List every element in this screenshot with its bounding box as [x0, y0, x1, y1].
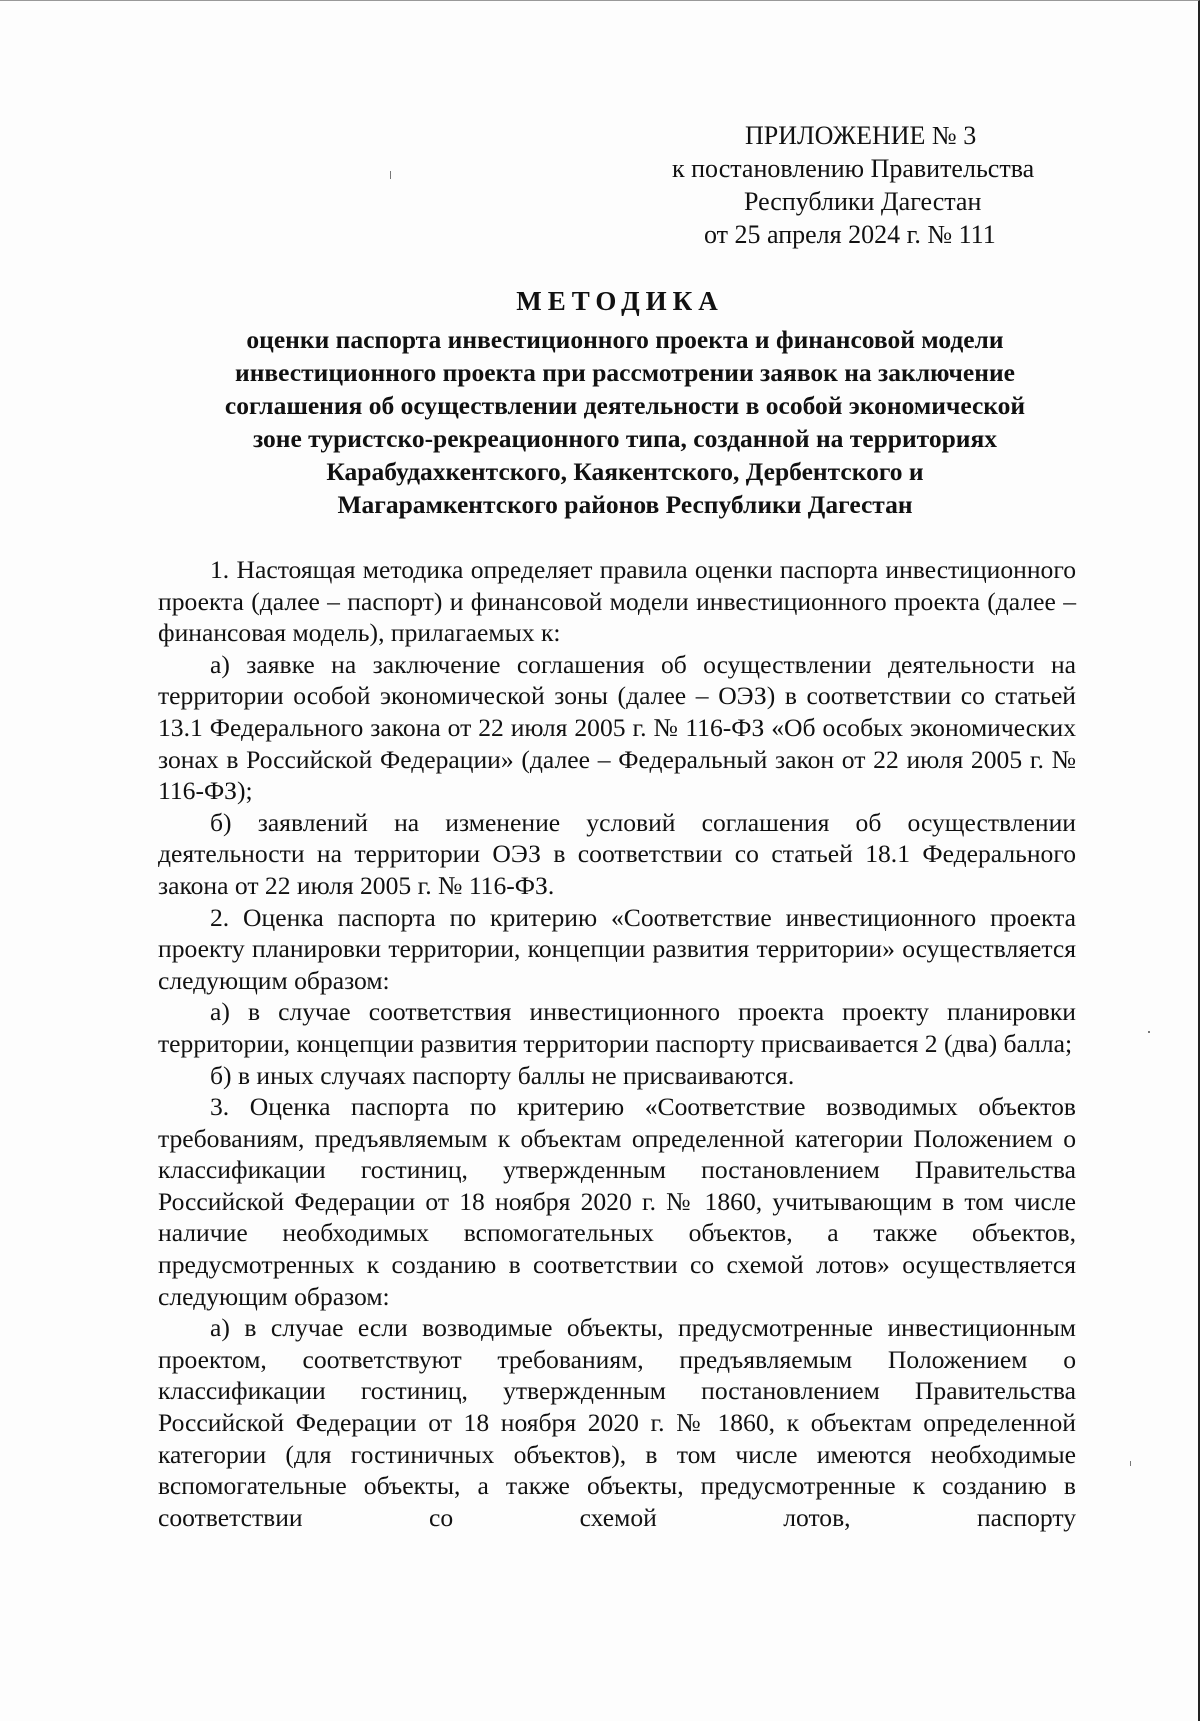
subtitle-line: соглашения об осуществлении деятельности в особой экономической	[224, 391, 1026, 420]
attachment-resolution-line: к постановлению Правительства	[672, 154, 1035, 183]
document-title: МЕТОДИКА	[516, 286, 724, 316]
document-subtitle	[150, 323, 1100, 521]
paragraph-2: 2. Оценка паспорта по критерию «Соответствие инвестиционного проекта проекту планировки территории, концепции развития территории» осуществляется следующим образом:	[158, 902, 1076, 995]
scan-speck	[390, 171, 391, 179]
attachment-region-line: Республики Дагестан	[744, 187, 982, 216]
scan-speck	[1148, 1031, 1150, 1033]
scan-speck	[1130, 1461, 1131, 1466]
paragraph-2a: а) в случае соответствия инвестиционного проекта проекту планировки территории, концепции развития территории паспорту присваивается 2 (два) балла;	[158, 997, 1076, 1058]
subtitle-line: инвестиционного проекта при рассмотрении заявок на заключение	[235, 358, 1015, 387]
document-body	[158, 554, 1076, 1533]
subtitle-line: Магарамкентского районов Республики Дагестан	[337, 490, 913, 519]
attachment-date-line: от 25 апреля 2024 г. № 111	[704, 220, 996, 249]
subtitle-line: оценки паспорта инвестиционного проекта и финансовой модели	[246, 325, 1004, 354]
attachment-title: ПРИЛОЖЕНИЕ № 3	[745, 121, 977, 150]
subtitle-line: Карабудахкентского, Каякентского, Дербентского и	[326, 457, 924, 486]
subtitle-line: зоне туристско-рекреационного типа, созданной на территориях	[252, 424, 998, 453]
paragraph-1: 1. Настоящая методика определяет правила оценки паспорта инвестиционного проекта (далее – паспорт) и финансовой модели инвестиционного проекта (далее – финансовая модель), прилагаемых к:	[158, 555, 1076, 648]
paragraph-3a: а) в случае если возводимые объекты, предусмотренные инвестиционным проектом, соответствуют требованиям, предъявляемым Положением о классификации гостиниц, утвержденным постановлением Правительства Российской Федерации от 18 ноября 2020 г. № 1860, к объектам определенной категории (для гостиничных объектов), в том числе имеются необходимые вспомогательные объекты, а также объекты, предусмотренные к созданию в соответствии со схемой лотов, паспорту	[158, 1313, 1076, 1532]
paragraph-1a: а) заявке на заключение соглашения об осуществлении деятельности на территории особой экономической зоны (далее – ОЭЗ) в соответствии со статьей 13.1 Федерального закона от 22 июля 2005 г. № 116-ФЗ «Об особых экономических зонах в Российской Федерации» (далее – Федеральный закон от 22 июля 2005 г. № 116-ФЗ);	[158, 649, 1076, 806]
attachment-header	[660, 119, 1100, 251]
paragraph-3: 3. Оценка паспорта по критерию «Соответствие возводимых объектов требованиям, предъявляемым к объектам определенной категории Положением о классификации гостиниц, утвержденным постановлением Правительства Российской Федерации от 18 ноября 2020 г. № 1860, учитывающим в том числе наличие необходимых вспомогательных объектов, а также объектов, предусмотренных к созданию в соответствии со схемой лотов» осуществляется следующим образом:	[158, 1092, 1076, 1311]
paragraph-1b: б) заявлений на изменение условий соглашения об осуществлении деятельности на территории ОЭЗ в соответствии со статьей 18.1 Федерального закона от 22 июля 2005 г. № 116-ФЗ.	[158, 807, 1076, 900]
paragraph-2b: б) в иных случаях паспорту баллы не присваиваются.	[210, 1060, 795, 1090]
